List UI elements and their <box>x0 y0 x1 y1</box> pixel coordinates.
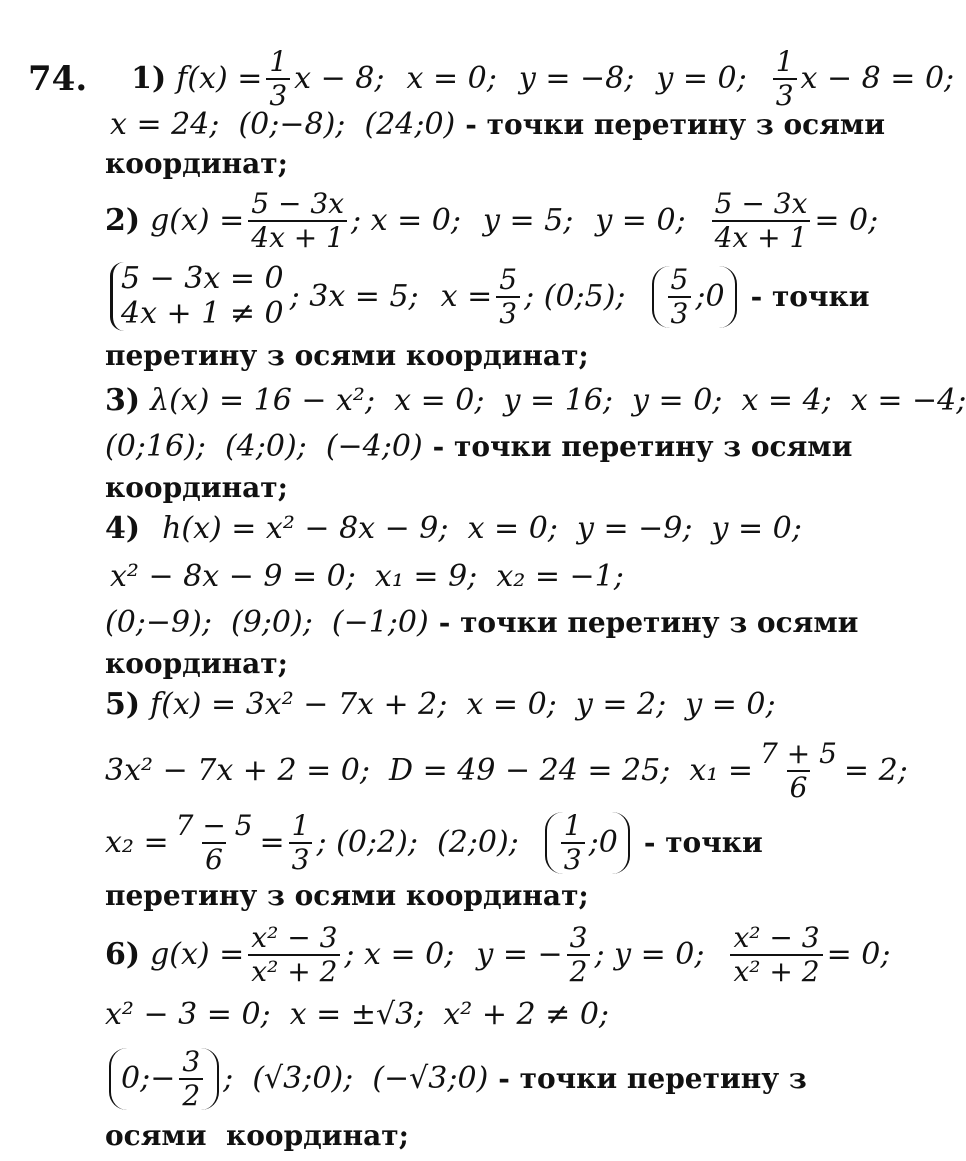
math: ; (√3;0); (−√3;0) <box>223 1061 489 1096</box>
problem-4-line-3 <box>105 605 859 640</box>
math: λ(x) = 16 − x²; x = 0; y = 16; y = 0; x = 4; x = −4; <box>150 383 966 418</box>
fraction: $\frac{1}{3}$ <box>773 48 797 110</box>
math: x² − 8x − 9 = 0; x₁ = 9; x₂ = −1; <box>110 559 624 594</box>
equation-system: 5 − 3x = 0 4x + 1 ≠ 0 <box>110 262 284 331</box>
math: h(x) = x² − 8x − 9; x = 0; y = −9; y = 0; <box>162 511 802 546</box>
fraction: $\frac{5 - 3x}{4x + 1}$ <box>712 190 811 252</box>
math: x₂ = <box>105 825 169 860</box>
math: x² − 3 = 0; x = ±√3; x² + 2 ≠ 0; <box>105 997 610 1032</box>
problem-1-line-2 <box>110 107 885 142</box>
fraction: $\frac{5}{3}$ <box>496 266 520 328</box>
problem-2-line-2 <box>110 262 869 331</box>
item-label: 2) <box>105 203 141 238</box>
fraction: $\frac{1}{3}$ <box>289 812 313 874</box>
text: - точки <box>643 826 763 859</box>
problem-4-line-2 <box>110 559 624 594</box>
fraction: $\frac{3}{2}$ <box>567 924 591 986</box>
math: x = <box>440 278 493 314</box>
math: x = 24; (0;−8); (24;0) <box>110 107 456 142</box>
problem-2-line-1 <box>105 187 879 254</box>
fraction: $\frac{5}{3}$ <box>668 266 692 328</box>
x-zero: x = 0; <box>406 61 497 96</box>
y-zero: y = 0; <box>595 203 686 238</box>
problem-1-line-3 <box>105 147 288 180</box>
text: - точки перетину з <box>498 1062 807 1095</box>
math: = <box>259 825 285 860</box>
fraction: $\frac{7 + 5}{6}$ <box>760 737 837 804</box>
problem-6-line-1 <box>105 921 891 988</box>
fraction: $\frac{5 - 3x}{4x + 1}$ <box>248 190 347 252</box>
problem-6-line-2 <box>105 997 610 1032</box>
problem-1-line-1 <box>28 45 955 112</box>
item-label: 5) <box>105 687 141 722</box>
y-value: y = 5; <box>482 203 574 238</box>
math: (0;−9); (9;0); (−1;0) <box>105 605 429 640</box>
fraction: $\frac{\text{x² − 3}}{\text{x² + 2}}$ <box>730 924 822 986</box>
fraction: $\frac{7 - 5}{6}$ <box>175 809 253 876</box>
text: перетину з осями координат; <box>105 339 589 372</box>
problem-number: 74. <box>28 59 88 99</box>
problem-3-line-3 <box>105 471 288 504</box>
problem-6-line-4 <box>105 1119 409 1152</box>
item-label: 3) <box>105 383 141 418</box>
fraction: $\frac{3}{2}$ <box>179 1048 203 1110</box>
text: - точки перетину з осями <box>465 108 885 141</box>
math: (0;16); (4;0); (−4;0) <box>105 429 423 464</box>
text: - точки перетину з осями <box>432 430 853 463</box>
math: ; 3x = 5; <box>289 278 419 314</box>
text: координат; <box>105 471 288 504</box>
problem-4-line-1 <box>105 511 802 546</box>
text: - точки <box>750 279 870 313</box>
text: координат; <box>105 147 288 180</box>
x-zero: ; x = 0; <box>344 937 455 972</box>
fraction: $\frac{1}{3}$ <box>266 48 290 110</box>
point: $\frac{5}{3}$ ;0 <box>652 266 737 328</box>
equation: x − 8 = 0; <box>800 61 955 96</box>
y-zero: y = 0; <box>656 61 747 96</box>
point: ; (0;5); <box>524 278 626 314</box>
point: 0;− $\frac{3}{2}$ <box>109 1048 219 1110</box>
function-def: g(x) = <box>150 937 245 972</box>
problem-5-line-1 <box>105 687 776 722</box>
text: координат; <box>105 647 288 680</box>
problem-5-line-3 <box>105 809 763 876</box>
item-label: 6) <box>105 937 141 972</box>
math: y = − <box>476 937 563 972</box>
y-value: y = −8; <box>518 61 635 96</box>
y-zero: ; y = 0; <box>594 937 705 972</box>
problem-5-line-4 <box>105 879 589 912</box>
problem-4-line-4 <box>105 647 288 680</box>
problem-6-line-3 <box>105 1045 807 1112</box>
problem-3-line-2 <box>105 429 853 464</box>
math: 3x² − 7x + 2 = 0; D = 49 − 24 = 25; x₁ = <box>105 753 754 788</box>
item-label: 1) <box>131 61 167 96</box>
function-def: g(x) = <box>150 203 245 238</box>
x-zero: ; x = 0; <box>350 203 461 238</box>
problem-2-line-3 <box>105 339 589 372</box>
math: ; (0;2); (2;0); <box>316 825 519 860</box>
equation: = 0; <box>814 203 879 238</box>
equation: = 0; <box>826 937 891 972</box>
math: = 2; <box>843 753 908 788</box>
function-def-rest: x − 8; <box>294 61 385 96</box>
math: f(x) = 3x² − 7x + 2; x = 0; y = 2; y = 0; <box>150 687 776 722</box>
text: осями координат; <box>105 1119 409 1152</box>
function-def: f(x) = <box>176 61 263 96</box>
item-label: 4) <box>105 511 141 546</box>
problem-3-line-1 <box>105 383 966 418</box>
text: - точки перетину з осями <box>438 606 859 639</box>
text: перетину з осями координат; <box>105 879 589 912</box>
problem-5-line-2 <box>105 737 908 804</box>
point: $\frac{1}{3}$ ;0 <box>545 812 630 874</box>
fraction: $\frac{1}{3}$ <box>561 812 585 874</box>
fraction: $\frac{\text{x² − 3}}{\text{x² + 2}}$ <box>248 924 340 986</box>
